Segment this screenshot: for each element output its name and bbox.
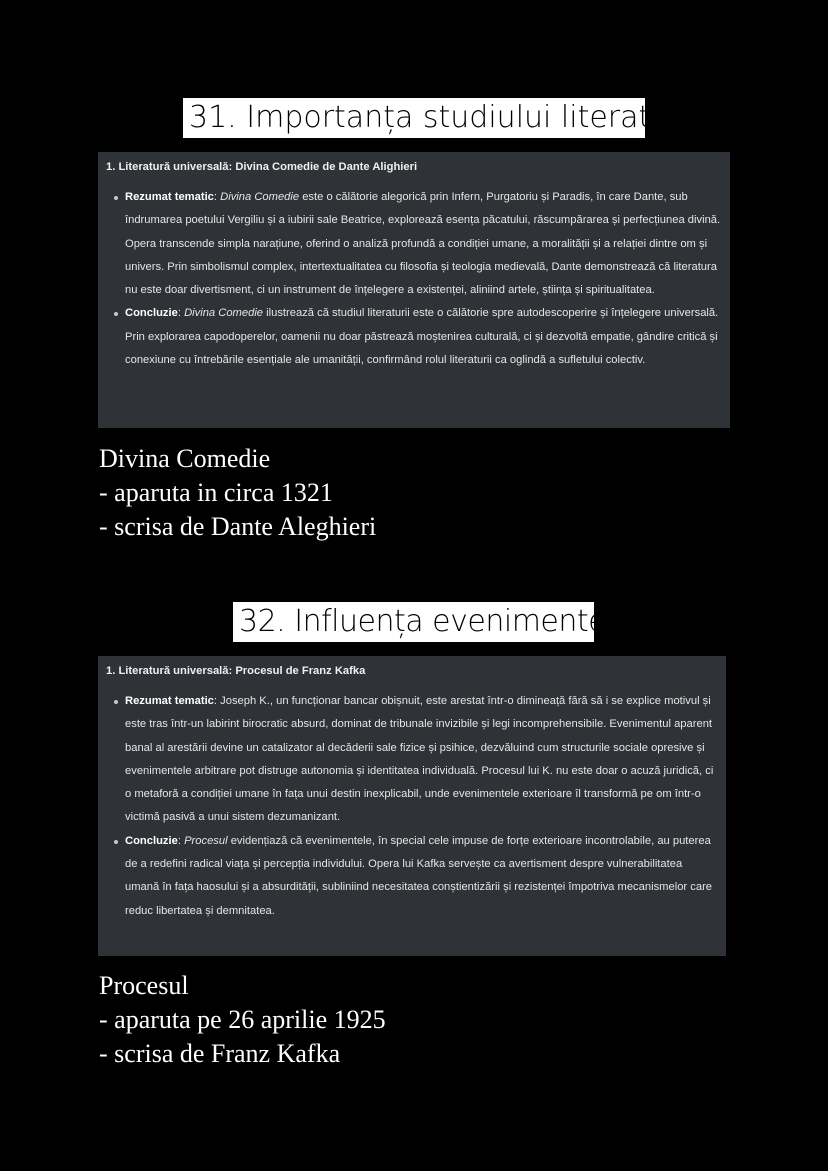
bullet-label: Concluzie [125,834,178,847]
summary-card [98,656,726,956]
card-heading-prefix: 1. Literatură universală: [106,161,236,173]
bullet-text: Joseph K., un funcționar bancar obișnuit, este arestat într-o dimineață fără să i se explice motivul și este tras într-un labirint birocratic absurd, dominat de tribunale invizibile și legi incomprehensibile. Evenimentul aparent banal al arestării devine un catalizator al decăderii sale fizice și psihice, dezvăluind cum structurile sociale opresive și evenimentele arbitrare pot distruge autonomia și identitatea individuală. Procesul lui K. nu este doar o acuză juridică, ci o metaforă a condiției umane în fața unui destin inexplicabil, unde evenimentele exterioare îl transformă pe om într-o victimă pasivă a unui sistem dezumanizant. [125,695,714,824]
bullet-conclusion [125,830,718,923]
bullet-separator: : [213,191,221,203]
card-heading [106,158,722,176]
note-line: Procesul [99,971,189,1000]
section-title-text: 31. Importanța studiului literaturii [189,100,699,135]
note-line: - scrisa de Franz Kafka [99,1039,341,1068]
bullet-summary [125,690,718,830]
section-title [183,98,699,138]
bullet-list [106,186,722,372]
note-line: - aparuta pe 26 aprilie 1925 [99,1005,386,1034]
section-title-text: 32. Influența evenimentelor [239,604,644,639]
section-title [233,602,644,642]
bullet-work-title: Divina Comedie [220,191,300,203]
handwritten-note [99,969,386,1071]
bullet-text: evidențiază că evenimentele, în special cele impuse de forțe exterioare incontrolabile, au puterea de a redefini radical viața și percepția individului. Opera lui Kafka servește ca avertisment despre vulnerabilitatea umană în fața haosului și a absurdității, subliniind necesitatea conștientizării și rezistenței împotriva mecanismelor care reduc libertatea și demnitatea. [125,834,713,917]
card-heading-work: Procesul de Franz Kafka [235,665,366,677]
note-line: - aparuta in circa 1321 [99,478,333,507]
handwritten-note [99,442,376,544]
bullet-list [106,690,718,923]
bullet-separator: : [213,695,221,707]
bullet-label: Rezumat tematic [125,695,214,707]
note-line: Divina Comedie [99,444,271,473]
bullet-conclusion [125,302,722,372]
bullet-separator: : [177,307,185,320]
bullet-label: Rezumat tematic [125,191,214,203]
bullet-work-title: Procesul [184,834,228,847]
bullet-work-title: Divina Comedie [184,307,264,320]
note-line: - scrisa de Dante Aleghieri [99,512,377,541]
bullet-summary [125,186,722,302]
bullet-text: ilustrează că studiul literaturii este o călătorie spre autodescoperire și înțelegere universală. Prin explorarea capodoperelor, oamenii nu doar păstrează moștenirea culturală, ci și dezvoltă empatie, gândire critică și conexiune cu întrebările esențiale ale umanității, confirmând rolul literaturii ca oglindă a sufletului colectiv. [125,307,719,367]
bullet-separator: : [177,834,185,847]
bullet-text: este o călătorie alegorică prin Infern, Purgatoriu și Paradis, în care Dante, sub îndrumarea poetului Vergiliu și a iubirii sale Beatrice, explorează esența păcatului, răscumpărarea și perfecțiunea divină. Opera transcende simpla narațiune, oferind o analiză profundă a condiției umane, a moralității și a relației dintre om și univers. Prin simbolismul complex, intertextualitatea cu filosofia și teologia medievală, Dante demonstrează că literatura nu este doar divertisment, ci un instrument de înțelegere a existenței, aliniind artele, știința și spiritualitatea. [125,191,721,297]
card-heading [106,662,718,680]
bullet-label: Concluzie [125,307,178,320]
summary-card [98,152,730,428]
card-heading-prefix: 1. Literatură universală: [106,665,236,677]
card-heading-work: Divina Comedie de Dante Alighieri [235,161,418,173]
